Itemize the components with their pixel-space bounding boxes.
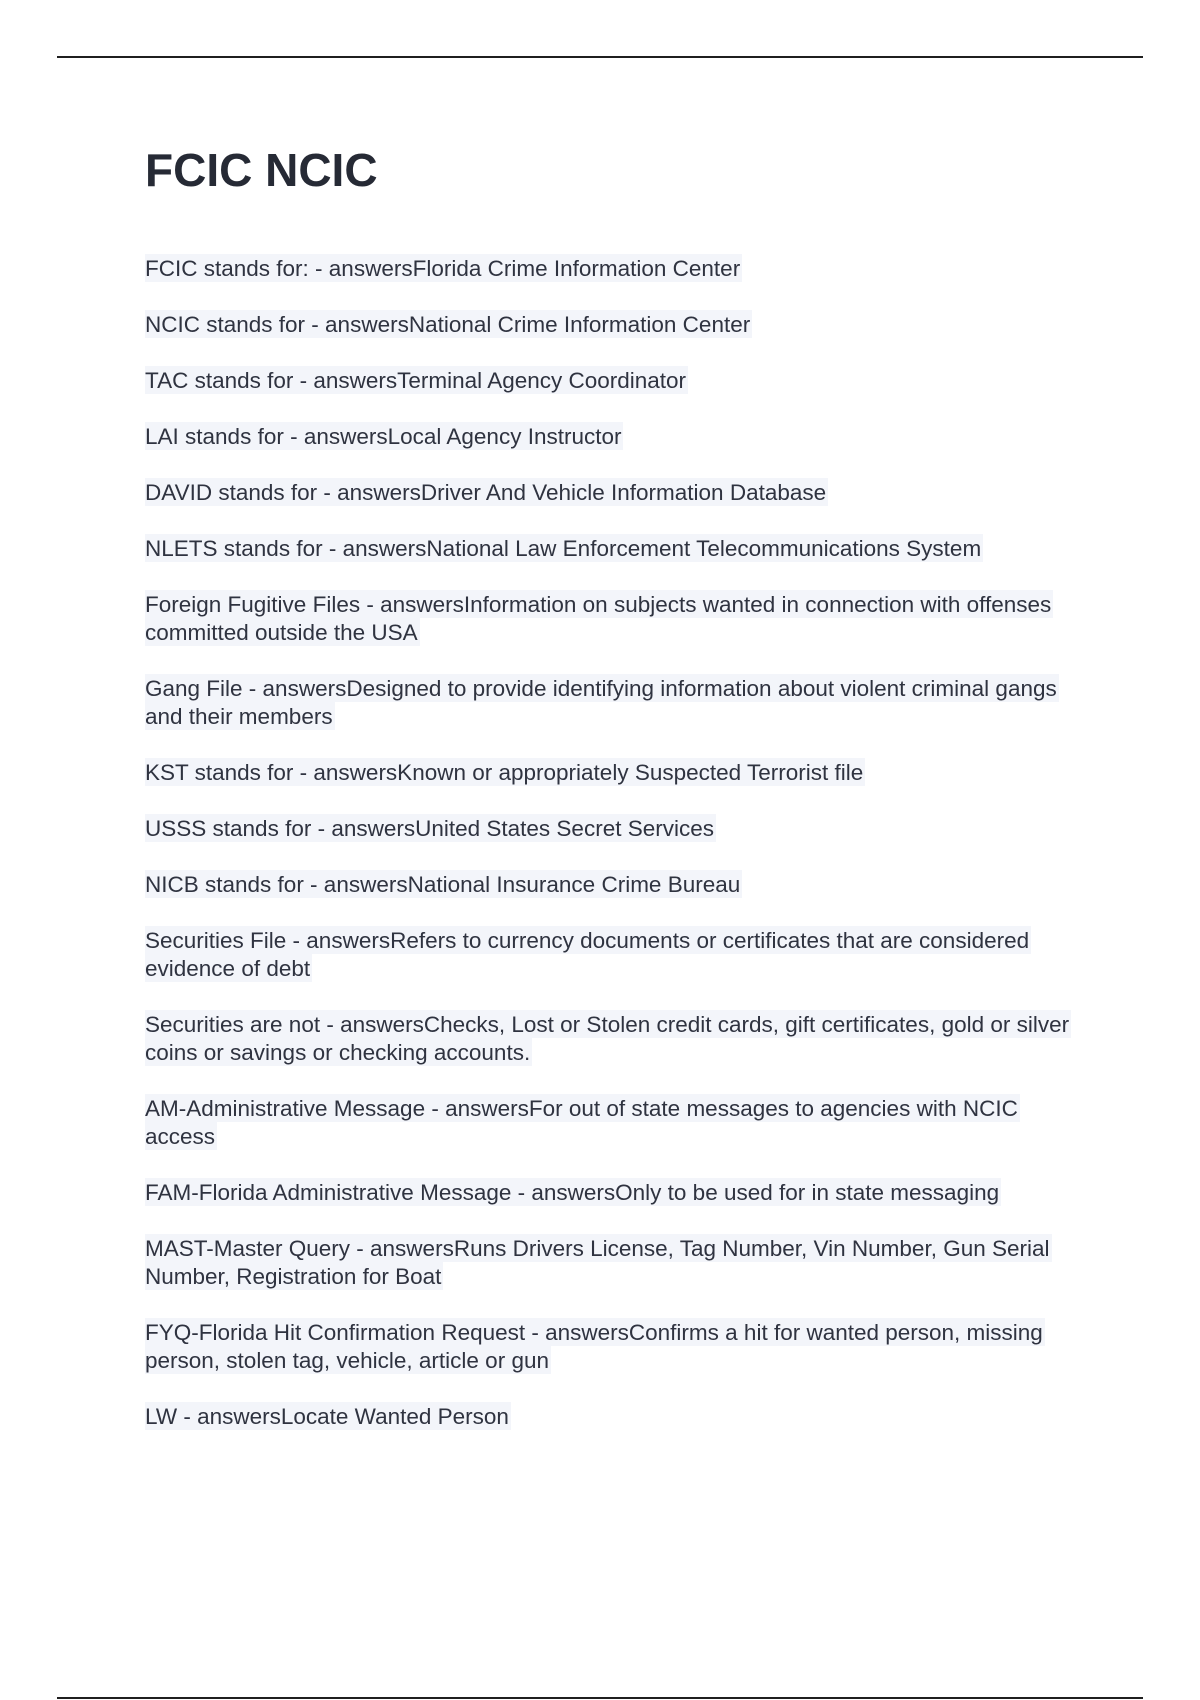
bottom-divider bbox=[57, 1697, 1143, 1699]
top-divider bbox=[57, 56, 1143, 58]
qa-item bbox=[145, 1235, 1095, 1291]
page-title: FCIC NCIC bbox=[145, 144, 378, 196]
qa-text: Foreign Fugitive Files - answersInformation on subjects wanted in connection with offenses committed outside the USA bbox=[145, 592, 1052, 645]
qa-text: Securities File - answersRefers to currency documents or certificates that are considered evidence of debt bbox=[145, 928, 1030, 981]
qa-item bbox=[145, 871, 1095, 899]
qa-text: FCIC stands for: - answersFlorida Crime Information Center bbox=[145, 256, 741, 281]
qa-text: KST stands for - answersKnown or appropriately Suspected Terrorist file bbox=[145, 760, 864, 785]
qa-text: FYQ-Florida Hit Confirmation Request - answersConfirms a hit for wanted person, missing person, stolen tag, vehicle, article or gun bbox=[145, 1320, 1043, 1373]
qa-text: USSS stands for - answersUnited States Secret Services bbox=[145, 816, 714, 841]
qa-text: LW - answersLocate Wanted Person bbox=[145, 1404, 509, 1429]
qa-item bbox=[145, 1011, 1095, 1067]
qa-text: LAI stands for - answersLocal Agency Instructor bbox=[145, 424, 622, 449]
qa-text: NLETS stands for - answersNational Law Enforcement Telecommunications System bbox=[145, 536, 982, 561]
qa-text: NICB stands for - answersNational Insurance Crime Bureau bbox=[145, 872, 741, 897]
qa-text: Gang File - answersDesigned to provide identifying information about violent criminal gangs and their members bbox=[145, 676, 1057, 729]
qa-text: FAM-Florida Administrative Message - answersOnly to be used for in state messaging bbox=[145, 1180, 1000, 1205]
qa-item bbox=[145, 311, 1095, 339]
qa-item bbox=[145, 1095, 1095, 1151]
qa-item bbox=[145, 479, 1095, 507]
qa-item bbox=[145, 1179, 1095, 1207]
qa-text: TAC stands for - answersTerminal Agency Coordinator bbox=[145, 368, 687, 393]
qa-item bbox=[145, 535, 1095, 563]
qa-item bbox=[145, 927, 1095, 983]
qa-text: AM-Administrative Message - answersFor out of state messages to agencies with NCIC access bbox=[145, 1096, 1018, 1149]
qa-item bbox=[145, 255, 1095, 283]
qa-text: DAVID stands for - answersDriver And Vehicle Information Database bbox=[145, 480, 827, 505]
qa-item bbox=[145, 1319, 1095, 1375]
qa-item bbox=[145, 675, 1095, 731]
qa-item bbox=[145, 815, 1095, 843]
qa-text: NCIC stands for - answersNational Crime Information Center bbox=[145, 312, 751, 337]
qa-item bbox=[145, 1403, 1095, 1431]
qa-item bbox=[145, 367, 1095, 395]
qa-text: Securities are not - answersChecks, Lost or Stolen credit cards, gift certificates, gold or silver coins or savings or checking accounts. bbox=[145, 1012, 1070, 1065]
qa-text: MAST-Master Query - answersRuns Drivers License, Tag Number, Vin Number, Gun Serial Number, Registration for Boat bbox=[145, 1236, 1050, 1289]
qa-item bbox=[145, 423, 1095, 451]
qa-item bbox=[145, 759, 1095, 787]
qa-list bbox=[145, 255, 1095, 1459]
qa-item bbox=[145, 591, 1095, 647]
